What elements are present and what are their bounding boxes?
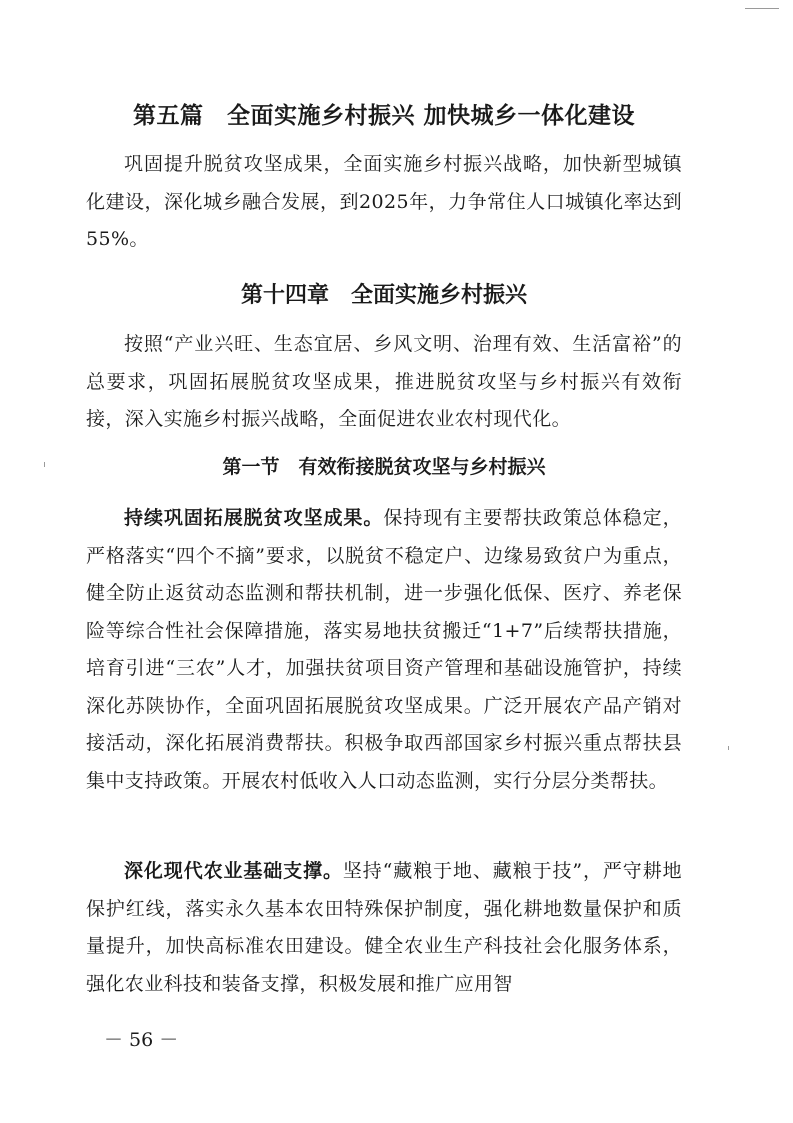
paragraph-body: 保持现有主要帮扶政策总体稳定，严格落实“四个不摘”要求，以脱贫不稳定户、边缘易致贫户为重点，健全防止返贫动态监测和帮扶机制，进一步强化低保、医疗、养老保险等综合性社会保障措施，落实易地扶贫搬迁“1+7”后续帮扶措施，培育引进“三农”人才，加强扶贫项目资产管理和基础设施管护，持续深化苏陕协作，全面巩固拓展脱贫攻坚成果。广泛开展农产品产销对接活动，深化拓展消费帮扶。积极争取西部国家乡村振兴重点帮扶县集中支持政策。开展农村低收入人口动态监测，实行分层分类帮扶。 <box>86 507 682 792</box>
paragraph-lead: 持续巩固拓展脱贫攻坚成果。 <box>124 507 384 529</box>
intro-paragraph: 巩固提升脱贫攻坚成果，全面实施乡村振兴战略，加快新型城镇化建设，深化城乡融合发展，到2025年，力争常住人口城镇化率达到55%。 <box>86 153 682 250</box>
chapter-title: 第十四章 全面实施乡村振兴 <box>240 282 527 308</box>
part-title: 第五篇 全面实施乡村振兴 加快城乡一体化建设 <box>132 102 635 129</box>
paragraph-lead: 深化现代农业基础支撑。 <box>124 860 343 882</box>
scan-artifact <box>728 746 729 750</box>
section-title: 第一节 有效衔接脱贫攻坚与乡村振兴 <box>222 456 546 478</box>
page-number: － 56 － <box>104 1029 179 1051</box>
poverty-consolidation-paragraph <box>86 500 682 800</box>
scan-artifact <box>44 462 45 467</box>
scan-artifact <box>745 8 779 9</box>
modern-agriculture-paragraph <box>86 853 682 1003</box>
paragraph-body: 坚持“藏粮于地、藏粮于技”，严守耕地保护红线，落实永久基本农田特殊保护制度，强化耕地数量保护和质量提升，加快高标准农田建设。健全农业生产科技社会化服务体系，强化农业科技和装备支撑，积极发展和推广应用智 <box>86 860 682 995</box>
chapter-paragraph: 按照“产业兴旺、生态宜居、乡风文明、治理有效、生活富裕”的总要求，巩固拓展脱贫攻坚成果，推进脱贫攻坚与乡村振兴有效衔接，深入实施乡村振兴战略，全面促进农业农村现代化。 <box>86 333 682 430</box>
